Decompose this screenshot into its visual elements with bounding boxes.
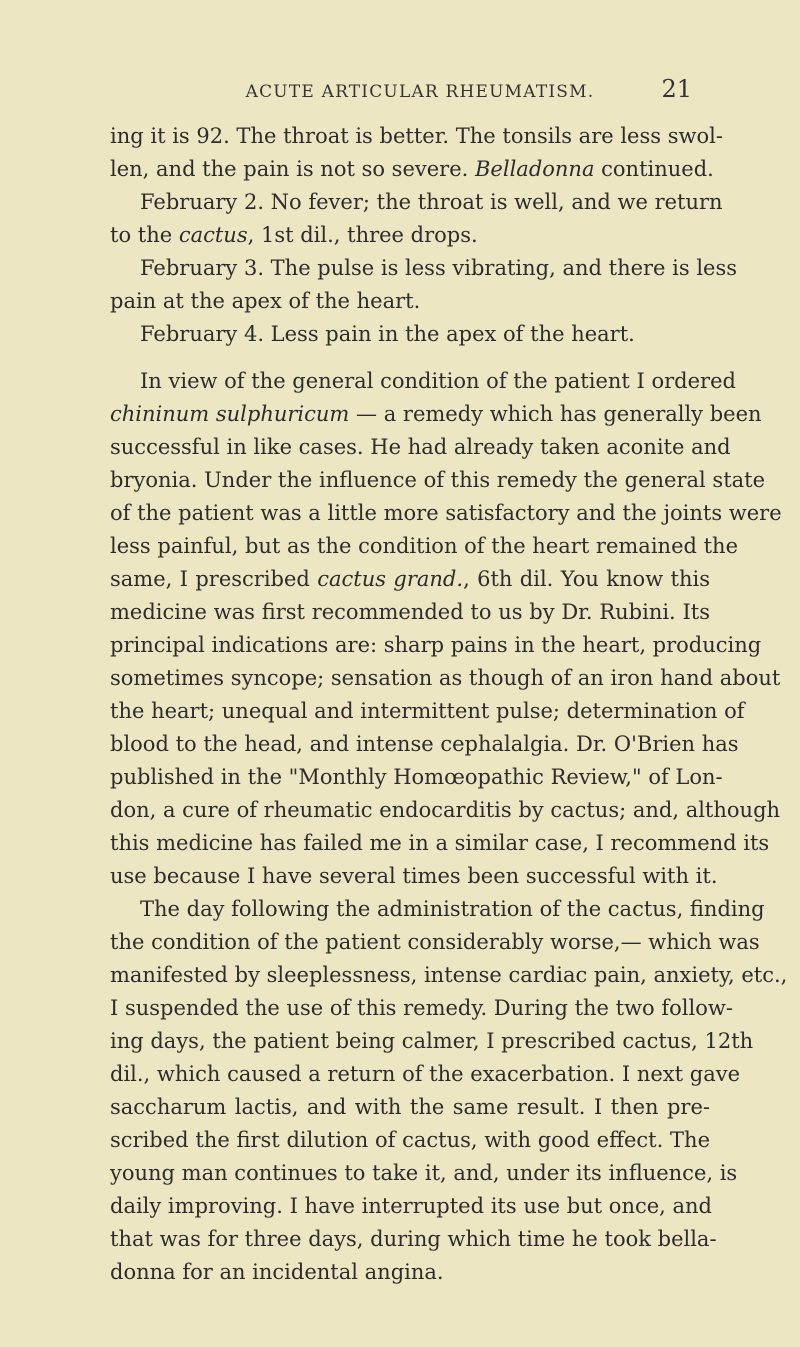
- text-line: I suspended the use of this remedy. During the two follow-: [110, 996, 733, 1020]
- text-line: February 3. The pulse is less vibrating, and there is less: [140, 256, 738, 280]
- text-line: the heart; unequal and intermittent pulse; determination of: [110, 699, 745, 723]
- text-line: manifested by sleeplessness, intense cardiac pain, anxiety, etc.,: [110, 963, 788, 987]
- text-line: of the patient was a little more satisfactory and the joints were: [110, 501, 782, 525]
- paragraph-chininum: [110, 365, 782, 893]
- text-line: blood to the head, and intense cephalalgia. Dr. O'Brien has: [110, 732, 739, 756]
- text-line: chininum sulphuricum — a remedy which has generally been: [110, 402, 762, 426]
- text-line: this medicine has failed me in a similar case, I recommend its: [110, 831, 770, 855]
- text-line: use because I have several times been successful with it.: [110, 864, 718, 888]
- text-line: February 4. Less pain in the apex of the heart.: [140, 322, 635, 346]
- text-line: medicine was first recommended to us by Dr. Rubini. Its: [110, 600, 710, 624]
- text-line: that was for three days, during which time he took bella-: [110, 1227, 717, 1251]
- text-line: donna for an incidental angina.: [110, 1260, 444, 1284]
- text-line: daily improving. I have interrupted its use but once, and: [110, 1194, 712, 1218]
- text-line: less painful, but as the condition of the heart remained the: [110, 534, 739, 558]
- text-line: to the cactus, 1st dil., three drops.: [110, 223, 478, 247]
- text-line: ing days, the patient being calmer, I prescribed cactus, 12th: [110, 1029, 754, 1053]
- text-line: same, I prescribed cactus grand., 6th dil. You know this: [110, 567, 711, 591]
- running-head: ACUTE ARTICULAR RHEUMATISM.: [245, 82, 595, 102]
- text-line: bryonia. Under the influence of this remedy the general state: [110, 468, 766, 492]
- text-line: published in the "Monthly Homœopathic Review," of Lon-: [110, 765, 723, 789]
- text-line: dil., which caused a return of the exacerbation. I next gave: [110, 1062, 741, 1086]
- text-line: The day following the administration of the cactus, finding: [140, 897, 765, 921]
- text-line: sometimes syncope; sensation as though of an iron hand about: [110, 666, 781, 690]
- text-line: don, a cure of rheumatic endocarditis by cactus; and, although: [110, 798, 781, 822]
- page-number: 21: [661, 75, 692, 103]
- text-line: scribed the first dilution of cactus, with good effect. The: [110, 1128, 710, 1152]
- paragraph-cactus-result: [110, 893, 788, 1289]
- text-line: the condition of the patient considerably worse,— which was: [110, 930, 760, 954]
- text-line: pain at the apex of the heart.: [110, 289, 421, 313]
- text-line: In view of the general condition of the patient I ordered: [140, 369, 736, 393]
- text-line: successful in like cases. He had already taken aconite and: [110, 435, 731, 459]
- text-line: ing it is 92. The throat is better. The tonsils are less swol-: [110, 124, 723, 148]
- text-line: February 2. No fever; the throat is well, and we return: [140, 190, 723, 214]
- text-line: principal indications are: sharp pains in the heart, producing: [110, 633, 762, 657]
- text-line: len, and the pain is not so severe. Belladonna continued.: [110, 157, 714, 181]
- body-text: [110, 120, 788, 1289]
- text-line: young man continues to take it, and, under its influence, is: [110, 1161, 738, 1185]
- text-line: saccharum lactis, and with the same result. I then pre-: [110, 1095, 710, 1119]
- paragraph-fever-progress: [110, 120, 738, 351]
